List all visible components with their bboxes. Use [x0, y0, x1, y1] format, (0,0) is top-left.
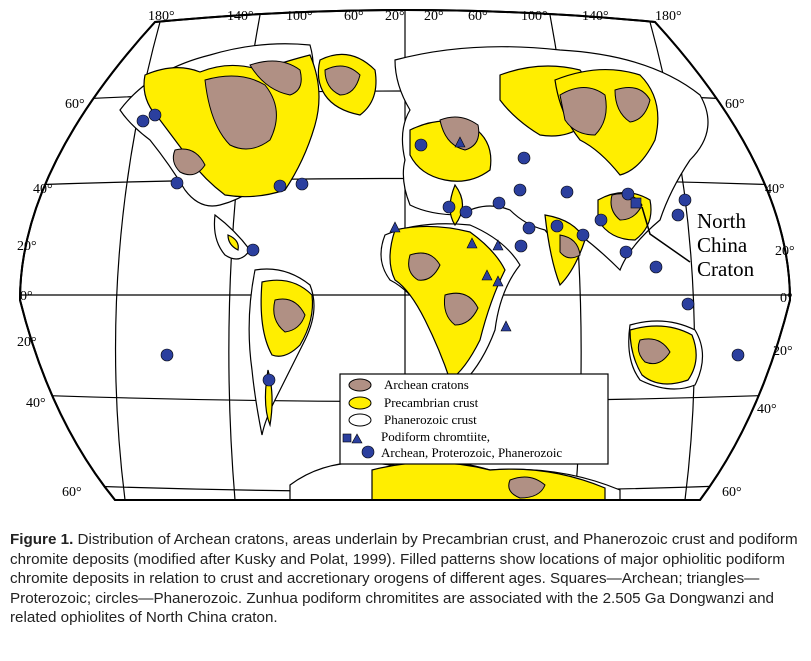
deposit-circle — [551, 220, 563, 232]
top-label: 140° — [227, 9, 254, 24]
legend-label-phanerozoic: Phanerozoic crust — [384, 412, 477, 427]
top-label: 100° — [286, 9, 313, 24]
deposit-square — [631, 198, 641, 208]
right-label: 20° — [775, 244, 795, 259]
deposit-circle — [595, 214, 607, 226]
right-label: 60° — [722, 485, 742, 500]
deposit-circle — [679, 194, 691, 206]
top-label: 60° — [344, 9, 364, 24]
left-label: 20° — [17, 335, 37, 350]
legend-swatch-phanerozoic — [349, 414, 371, 426]
left-label: 0° — [20, 289, 33, 304]
deposit-circle — [460, 206, 472, 218]
craton-label-line-3: Craton — [697, 257, 755, 281]
legend-square-icon — [343, 434, 351, 442]
deposit-circle — [577, 229, 589, 241]
deposit-circle — [523, 222, 535, 234]
deposit-circle — [620, 246, 632, 258]
legend-swatch-precambrian — [349, 397, 371, 409]
left-label: 60° — [62, 485, 82, 500]
legend-circle-icon — [362, 446, 374, 458]
legend-label-precambrian: Precambrian crust — [384, 395, 479, 410]
deposit-circle — [247, 244, 259, 256]
top-label: 180° — [148, 9, 175, 24]
deposit-circle — [274, 180, 286, 192]
deposit-circle — [296, 178, 308, 190]
top-label: 20° — [424, 9, 444, 24]
legend-label-podiform: Podiform chromtiite, — [381, 429, 491, 444]
right-label: 40° — [757, 402, 777, 417]
left-label: 40° — [33, 182, 53, 197]
deposit-circle — [493, 197, 505, 209]
deposit-circle — [561, 186, 573, 198]
top-label: 60° — [468, 9, 488, 24]
deposit-circle — [443, 201, 455, 213]
top-label: 180° — [655, 9, 682, 24]
deposit-circle — [682, 298, 694, 310]
caption-label: Figure 1. — [10, 531, 74, 548]
deposit-circle — [415, 139, 427, 151]
left-label: 60° — [65, 97, 85, 112]
caption-text: Distribution of Archean cratons, areas underlain by Precambrian crust, and Phanerozoic crust and podiform chromite deposits (modified after Kusky and Polat, 1999). Filled patterns show locations of major ophiolitic podiform chromite deposits in relation to crust and accretionary orogens of different ages. Squares—Archean; triangles—Proterozoic; circles—Phanerozoic. Zunhua podiform chromitites are associated with the 2.505 Ga Dongwanzi and related ophiolites of North China craton. — [10, 531, 798, 626]
deposit-circle — [518, 152, 530, 164]
craton-label-line-1: North — [697, 209, 746, 233]
legend-label-ages: Archean, Proterozoic, Phanerozoic — [381, 445, 563, 460]
legend-label-archean: Archean cratons — [384, 377, 469, 392]
left-label: 20° — [17, 239, 37, 254]
legend-swatch-archean — [349, 379, 371, 391]
top-label: 100° — [521, 9, 548, 24]
right-label: 20° — [773, 344, 793, 359]
deposit-circle — [672, 209, 684, 221]
craton-label-line-2: China — [697, 233, 748, 257]
deposit-circle — [263, 374, 275, 386]
deposit-circle — [515, 240, 527, 252]
top-label: 20° — [385, 9, 405, 24]
left-label: 40° — [26, 396, 46, 411]
figure-caption — [10, 530, 805, 628]
deposit-circle — [514, 184, 526, 196]
map-legend — [340, 374, 608, 464]
deposit-circle — [650, 261, 662, 273]
right-label: 40° — [765, 182, 785, 197]
right-label: 60° — [725, 97, 745, 112]
deposit-circle — [161, 349, 173, 361]
right-label: 0° — [780, 291, 793, 306]
top-label: 140° — [582, 9, 609, 24]
deposit-circle — [171, 177, 183, 189]
deposit-circle — [149, 109, 161, 121]
deposit-circle — [137, 115, 149, 127]
deposit-circle — [732, 349, 744, 361]
